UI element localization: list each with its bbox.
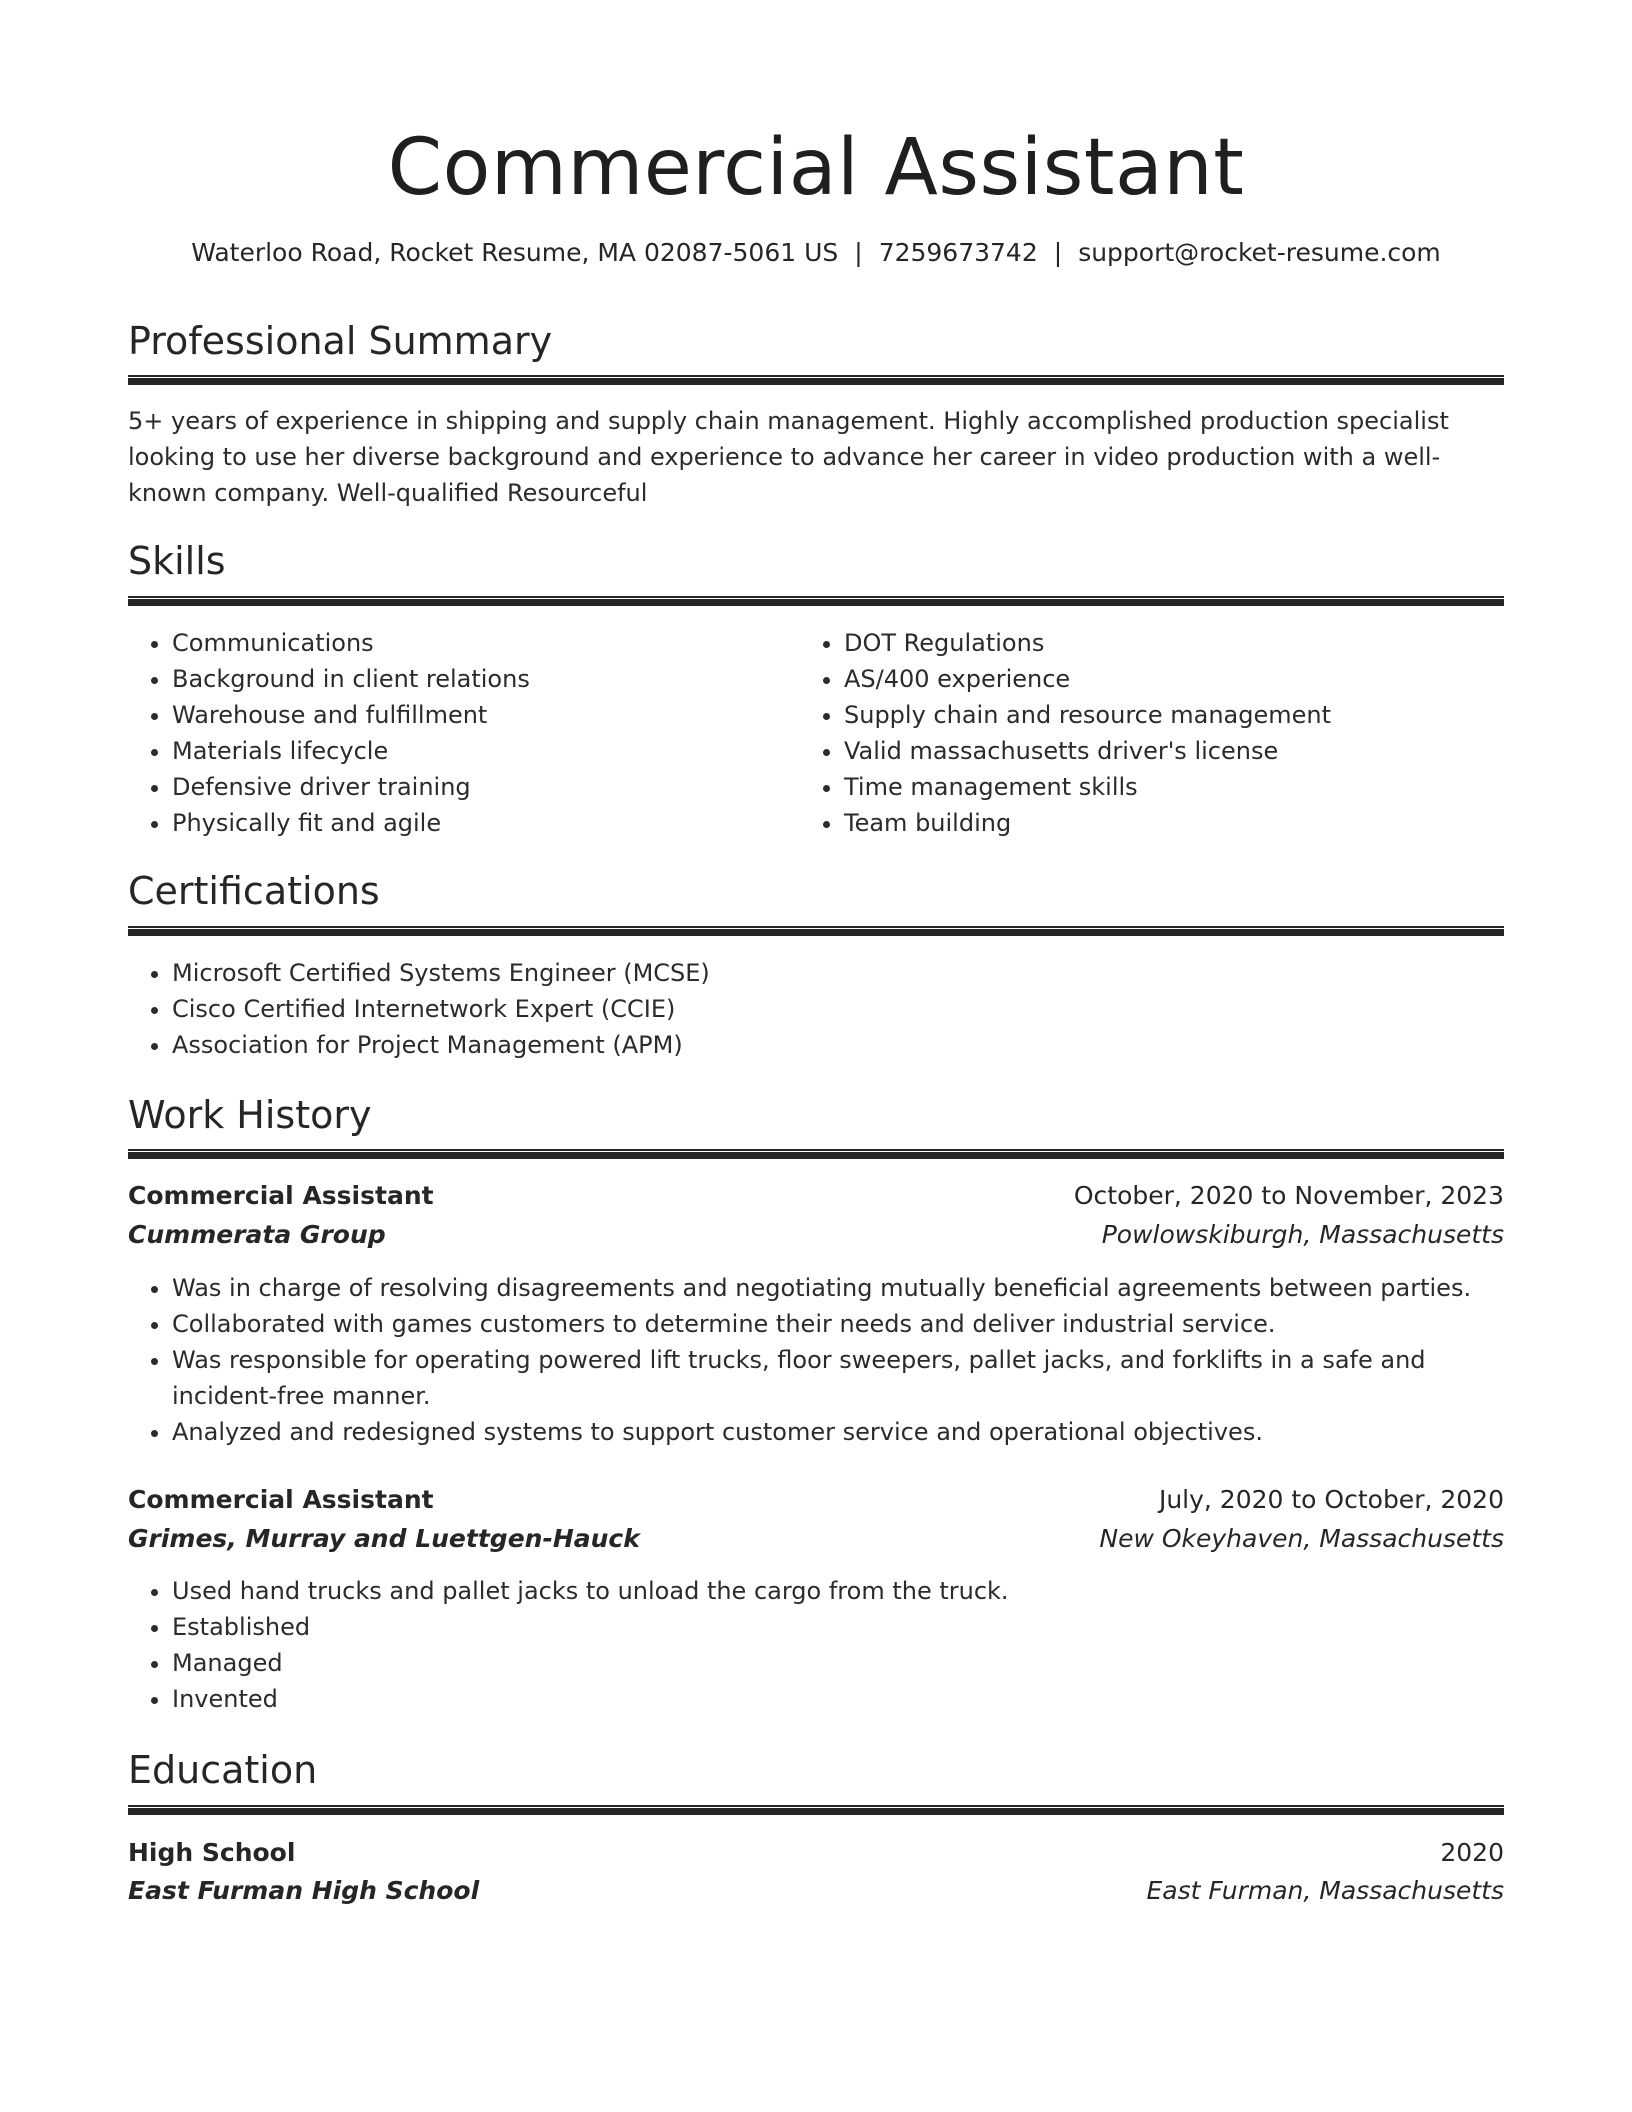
job-bullet: • Managed xyxy=(172,1645,1472,1681)
skill-item: • Team building xyxy=(844,805,1504,841)
job-location: Powlowskiburgh, Massachusetts xyxy=(1101,1220,1504,1249)
job-bullet: • Analyzed and redesigned systems to support customer service and operational objectives. xyxy=(172,1414,1494,1450)
summary-text: 5+ years of experience in shipping and supply chain management. Highly accomplished production specialist looking to use her diverse background and experience to advance her career in video production with a well-known company. Well-qualified Resourceful xyxy=(128,407,1449,507)
section-divider xyxy=(128,375,1504,385)
job-role: Commercial Assistant xyxy=(128,1181,434,1210)
contact-email[interactable]: support@rocket-resume.com xyxy=(1078,238,1441,267)
contact-phone: 7259673742 xyxy=(878,238,1038,267)
education-school: East Furman High School xyxy=(128,1876,480,1905)
job-header xyxy=(128,1177,1504,1215)
skill-item: • DOT Regulations xyxy=(844,625,1504,661)
skills-list-right xyxy=(800,625,1504,841)
job-company: Grimes, Murray and Luettgen-Hauck xyxy=(128,1524,640,1553)
section-divider xyxy=(128,596,1504,606)
job-bullet: • Was responsible for operating powered lift trucks, floor sweepers, pallet jacks, and forklifts in a safe and incident-free manner. xyxy=(172,1342,1494,1414)
job-bullets xyxy=(128,1270,1504,1450)
summary-heading: Professional Summary xyxy=(128,319,553,363)
skill-item: • Communications xyxy=(172,625,792,661)
contact-separator: | xyxy=(1053,238,1063,267)
work-history-heading: Work History xyxy=(128,1093,372,1137)
section-divider xyxy=(128,1149,1504,1159)
certifications-heading: Certifications xyxy=(128,869,380,913)
job-dates: July, 2020 to October, 2020 xyxy=(1158,1485,1504,1514)
job-bullet: • Established xyxy=(172,1609,1472,1645)
job-subheader xyxy=(128,1216,1504,1254)
skill-item: • Background in client relations xyxy=(172,661,792,697)
skill-item: • Warehouse and fulfillment xyxy=(172,697,792,733)
education-heading: Education xyxy=(128,1748,318,1792)
education-location: East Furman, Massachusetts xyxy=(1146,1876,1504,1905)
education-degree: High School xyxy=(128,1838,296,1867)
section-divider xyxy=(128,1805,1504,1815)
skills-list-left xyxy=(128,625,792,841)
certifications-list xyxy=(128,955,1472,1063)
job-dates: October, 2020 to November, 2023 xyxy=(1073,1181,1504,1210)
contact-separator: | xyxy=(854,238,863,267)
education-header xyxy=(128,1834,1504,1872)
education-subheader xyxy=(128,1872,1504,1910)
job-header xyxy=(128,1481,1504,1519)
skill-item: • Supply chain and resource management xyxy=(844,697,1504,733)
job-bullet: • Was in charge of resolving disagreements and negotiating mutually beneficial agreements between parties. xyxy=(172,1270,1494,1306)
job-bullets xyxy=(128,1573,1472,1717)
certification-item: • Microsoft Certified Systems Engineer (MCSE) xyxy=(172,955,1472,991)
skill-item: • Valid massachusetts driver's license xyxy=(844,733,1504,769)
section-divider xyxy=(128,926,1504,936)
job-bullet: • Invented xyxy=(172,1681,1472,1717)
job-bullet: • Collaborated with games customers to determine their needs and deliver industrial service. xyxy=(172,1306,1494,1342)
certification-item: • Cisco Certified Internetwork Expert (CCIE) xyxy=(172,991,1472,1027)
skill-item: • Physically fit and agile xyxy=(172,805,792,841)
job-role: Commercial Assistant xyxy=(128,1485,434,1514)
skill-item: • Time management skills xyxy=(844,769,1504,805)
job-location: New Okeyhaven, Massachusetts xyxy=(1099,1524,1504,1553)
skill-item: • Defensive driver training xyxy=(172,769,792,805)
candidate-name: Commercial Assistant xyxy=(387,123,1245,213)
certification-item: • Association for Project Management (APM) xyxy=(172,1027,1472,1063)
contact-address: Waterloo Road, Rocket Resume, MA 02087-5061 US xyxy=(191,238,839,267)
contact-line xyxy=(108,236,1524,270)
job-company: Cummerata Group xyxy=(128,1220,386,1249)
job-bullet: • Used hand trucks and pallet jacks to unload the cargo from the truck. xyxy=(172,1573,1472,1609)
skill-item: • AS/400 experience xyxy=(844,661,1504,697)
skills-heading: Skills xyxy=(128,539,226,583)
education-year: 2020 xyxy=(1440,1838,1504,1867)
job-subheader xyxy=(128,1520,1504,1558)
skill-item: • Materials lifecycle xyxy=(172,733,792,769)
